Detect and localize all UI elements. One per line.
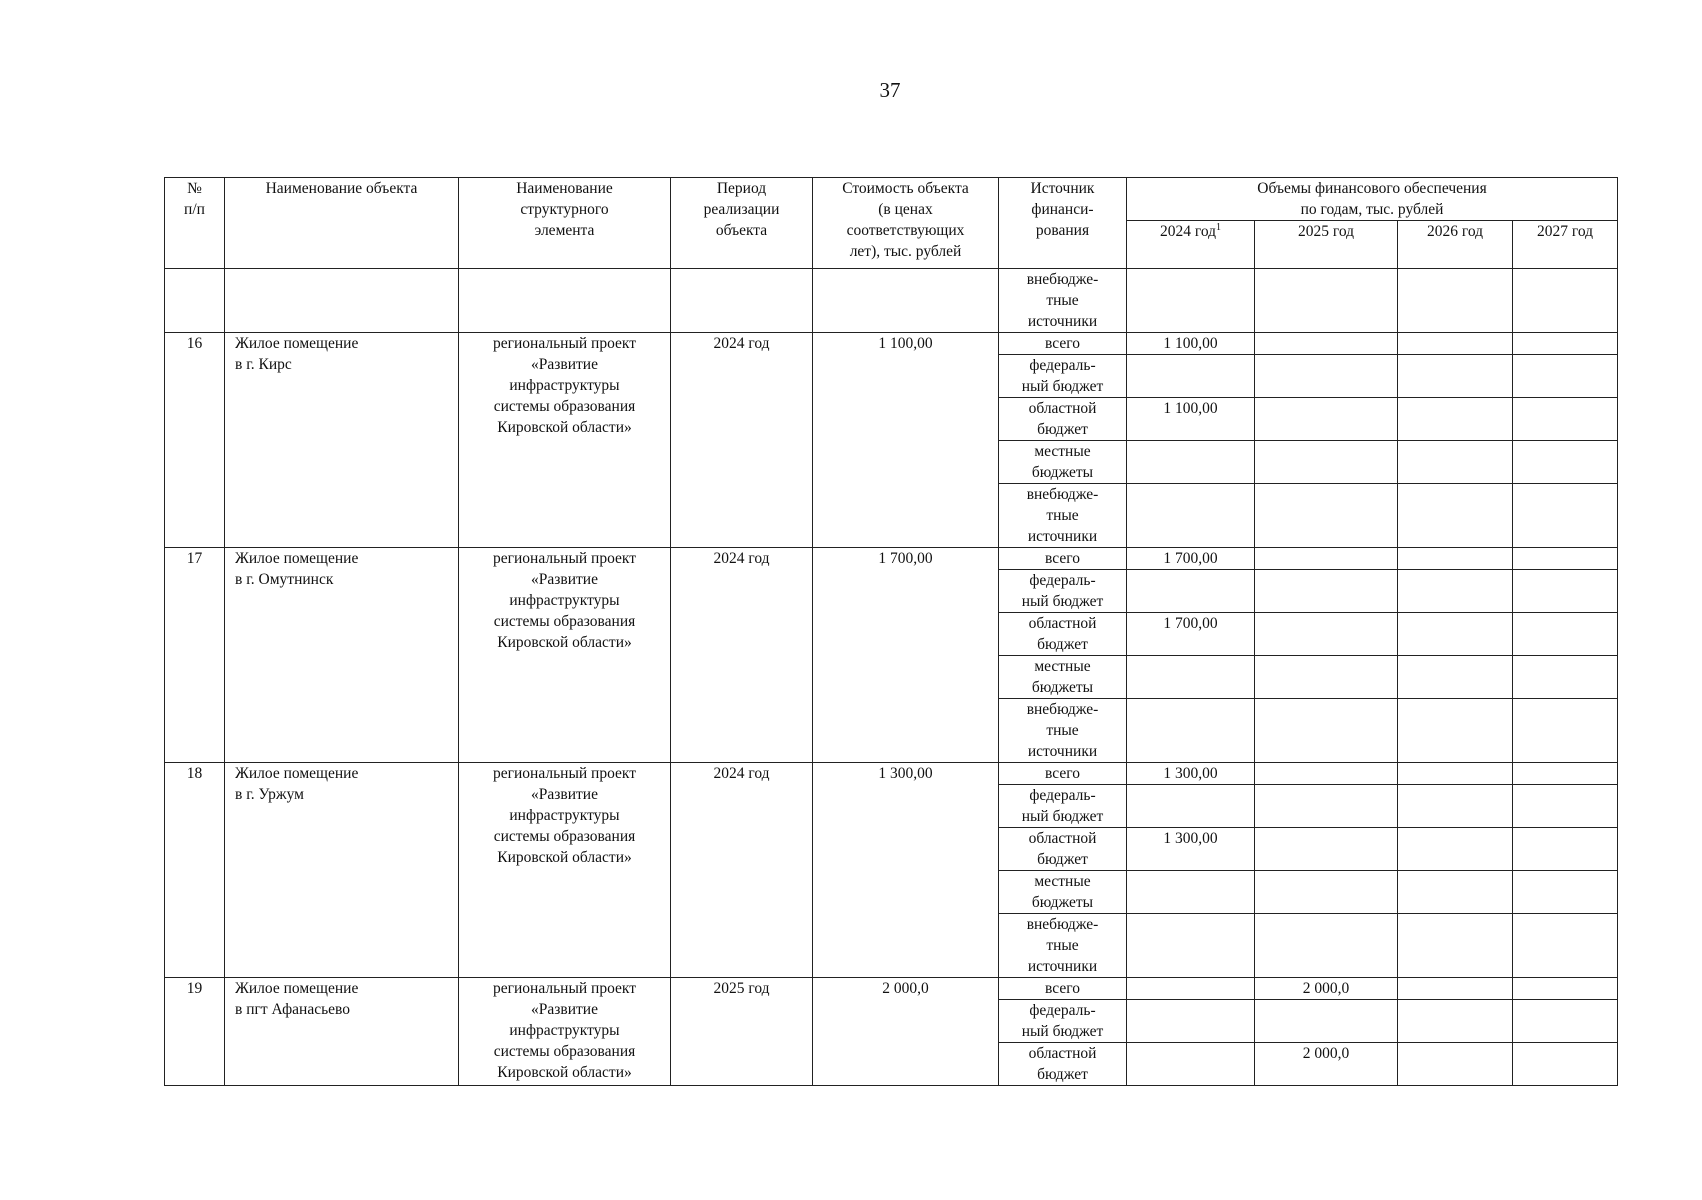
value-2024: 1 100,00: [1127, 333, 1255, 355]
value-2025: 2 000,0: [1255, 978, 1398, 1000]
value-2027: [1513, 355, 1618, 398]
value-2026: [1398, 333, 1513, 355]
period: 2024 год: [671, 763, 813, 978]
source-regional: областной бюджет: [999, 398, 1127, 441]
value-2027: [1513, 785, 1618, 828]
value-2026: [1398, 656, 1513, 699]
value-2026: [1398, 699, 1513, 763]
value-2024: 1 300,00: [1127, 763, 1255, 785]
object-name: Жилое помещение в г. Кирс: [225, 333, 459, 548]
value-2025: [1255, 871, 1398, 914]
value-2027: [1513, 398, 1618, 441]
header-volumes: Объемы финансового обеспечения по годам, тыс. рублей: [1127, 178, 1618, 221]
value-2026: [1398, 398, 1513, 441]
value-2026: [1398, 785, 1513, 828]
value-2025: [1255, 548, 1398, 570]
value-2027: [1513, 699, 1618, 763]
value-2024: [1127, 355, 1255, 398]
value-2025: [1255, 613, 1398, 656]
value-2025: [1255, 828, 1398, 871]
value-2024: [1127, 570, 1255, 613]
cost: 1 700,00: [813, 548, 999, 763]
structural-element: региональный проект «Развитие инфраструктуры системы образования Кировской области»: [459, 333, 671, 548]
source-local: местные бюджеты: [999, 871, 1127, 914]
value-2027: [1513, 763, 1618, 785]
value-2025: [1255, 355, 1398, 398]
table-row: [165, 333, 1618, 355]
value-2026: [1398, 355, 1513, 398]
value-2024: [1127, 978, 1255, 1000]
value-2027: [1513, 828, 1618, 871]
table-row: [165, 548, 1618, 570]
value-2026: [1398, 828, 1513, 871]
header-num: № п/п: [165, 178, 225, 269]
value-2025: [1255, 484, 1398, 548]
cost: 1 100,00: [813, 333, 999, 548]
value-2024: 1 700,00: [1127, 548, 1255, 570]
value-2027: [1513, 333, 1618, 355]
source-local: местные бюджеты: [999, 441, 1127, 484]
value-2025: [1255, 656, 1398, 699]
value-2024: [1127, 656, 1255, 699]
source-federal: федераль- ный бюджет: [999, 785, 1127, 828]
value-2024: 1 100,00: [1127, 398, 1255, 441]
header-period: Период реализации объекта: [671, 178, 813, 269]
value-2025: 2 000,0: [1255, 1043, 1398, 1086]
cost: 1 300,00: [813, 763, 999, 978]
header-structural-element: Наименование структурного элемента: [459, 178, 671, 269]
cost: 2 000,0: [813, 978, 999, 1086]
value-2026: [1398, 1043, 1513, 1086]
object-name: Жилое помещение в г. Уржум: [225, 763, 459, 978]
value-2027: [1513, 1043, 1618, 1086]
header-year-2027: 2027 год: [1513, 221, 1618, 269]
header-source: Источник финанси- рования: [999, 178, 1127, 269]
object-name: Жилое помещение в пгт Афанасьево: [225, 978, 459, 1086]
value-2024: [1127, 1000, 1255, 1043]
footnote-mark: 1: [1216, 221, 1222, 233]
value-2026: [1398, 441, 1513, 484]
source-total: всего: [999, 763, 1127, 785]
value-2024: [1127, 871, 1255, 914]
value-2025: [1255, 398, 1398, 441]
source-total: всего: [999, 978, 1127, 1000]
value-2024: [1127, 1043, 1255, 1086]
source-cell: внебюдже- тные источники: [999, 269, 1127, 333]
value-2026: [1398, 871, 1513, 914]
page-number: 37: [879, 78, 901, 102]
period: 2024 год: [671, 333, 813, 548]
source-total: всего: [999, 548, 1127, 570]
header-year-2025: 2025 год: [1255, 221, 1398, 269]
row-num: 16: [165, 333, 225, 548]
value-2025: [1255, 333, 1398, 355]
header-object-name: Наименование объекта: [225, 178, 459, 269]
value-2024: [1127, 914, 1255, 978]
value-2027: [1513, 484, 1618, 548]
value-2026: [1398, 763, 1513, 785]
value-2024: [1127, 785, 1255, 828]
header-cost: Стоимость объекта (в ценах соответствующих лет), тыс. рублей: [813, 178, 999, 269]
value-2026: [1398, 1000, 1513, 1043]
source-regional: областной бюджет: [999, 613, 1127, 656]
value-2025: [1255, 570, 1398, 613]
period: 2025 год: [671, 978, 813, 1086]
table-row: [165, 269, 1618, 333]
value-2024: [1127, 699, 1255, 763]
value-2027: [1513, 1000, 1618, 1043]
value-2025: [1255, 1000, 1398, 1043]
value-2025: [1255, 441, 1398, 484]
header-year-2026: 2026 год: [1398, 221, 1513, 269]
value-2025: [1255, 763, 1398, 785]
value-2024: [1127, 484, 1255, 548]
value-2024: 1 700,00: [1127, 613, 1255, 656]
source-federal: федераль- ный бюджет: [999, 355, 1127, 398]
source-extra: внебюдже- тные источники: [999, 914, 1127, 978]
value-2027: [1513, 914, 1618, 978]
row-num: 17: [165, 548, 225, 763]
source-regional: областной бюджет: [999, 828, 1127, 871]
source-federal: федераль- ный бюджет: [999, 570, 1127, 613]
table-row: [165, 978, 1618, 1000]
source-federal: федераль- ный бюджет: [999, 1000, 1127, 1043]
value-2025: [1255, 699, 1398, 763]
value-2027: [1513, 441, 1618, 484]
source-regional: областной бюджет: [999, 1043, 1127, 1086]
row-num: 19: [165, 978, 225, 1086]
financing-table: [164, 177, 1618, 1086]
structural-element: региональный проект «Развитие инфраструктуры системы образования Кировской области»: [459, 978, 671, 1086]
value-2024: 1 300,00: [1127, 828, 1255, 871]
period: 2024 год: [671, 548, 813, 763]
value-2027: [1513, 613, 1618, 656]
value-2026: [1398, 978, 1513, 1000]
value-2027: [1513, 978, 1618, 1000]
value-2026: [1398, 570, 1513, 613]
value-2026: [1398, 484, 1513, 548]
source-local: местные бюджеты: [999, 656, 1127, 699]
source-extra: внебюдже- тные источники: [999, 484, 1127, 548]
source-total: всего: [999, 333, 1127, 355]
structural-element: региональный проект «Развитие инфраструктуры системы образования Кировской области»: [459, 763, 671, 978]
source-extra: внебюдже- тные источники: [999, 699, 1127, 763]
value-2026: [1398, 548, 1513, 570]
value-2027: [1513, 656, 1618, 699]
value-2026: [1398, 914, 1513, 978]
object-name: Жилое помещение в г. Омутнинск: [225, 548, 459, 763]
value-2027: [1513, 871, 1618, 914]
row-num: 18: [165, 763, 225, 978]
header-year-2024: 2024 год$^1$: [1127, 221, 1255, 269]
table-row: [165, 763, 1618, 785]
value-2025: [1255, 914, 1398, 978]
value-2027: [1513, 570, 1618, 613]
value-2026: [1398, 613, 1513, 656]
value-2024: [1127, 441, 1255, 484]
value-2027: [1513, 548, 1618, 570]
structural-element: региональный проект «Развитие инфраструктуры системы образования Кировской области»: [459, 548, 671, 763]
value-2025: [1255, 785, 1398, 828]
